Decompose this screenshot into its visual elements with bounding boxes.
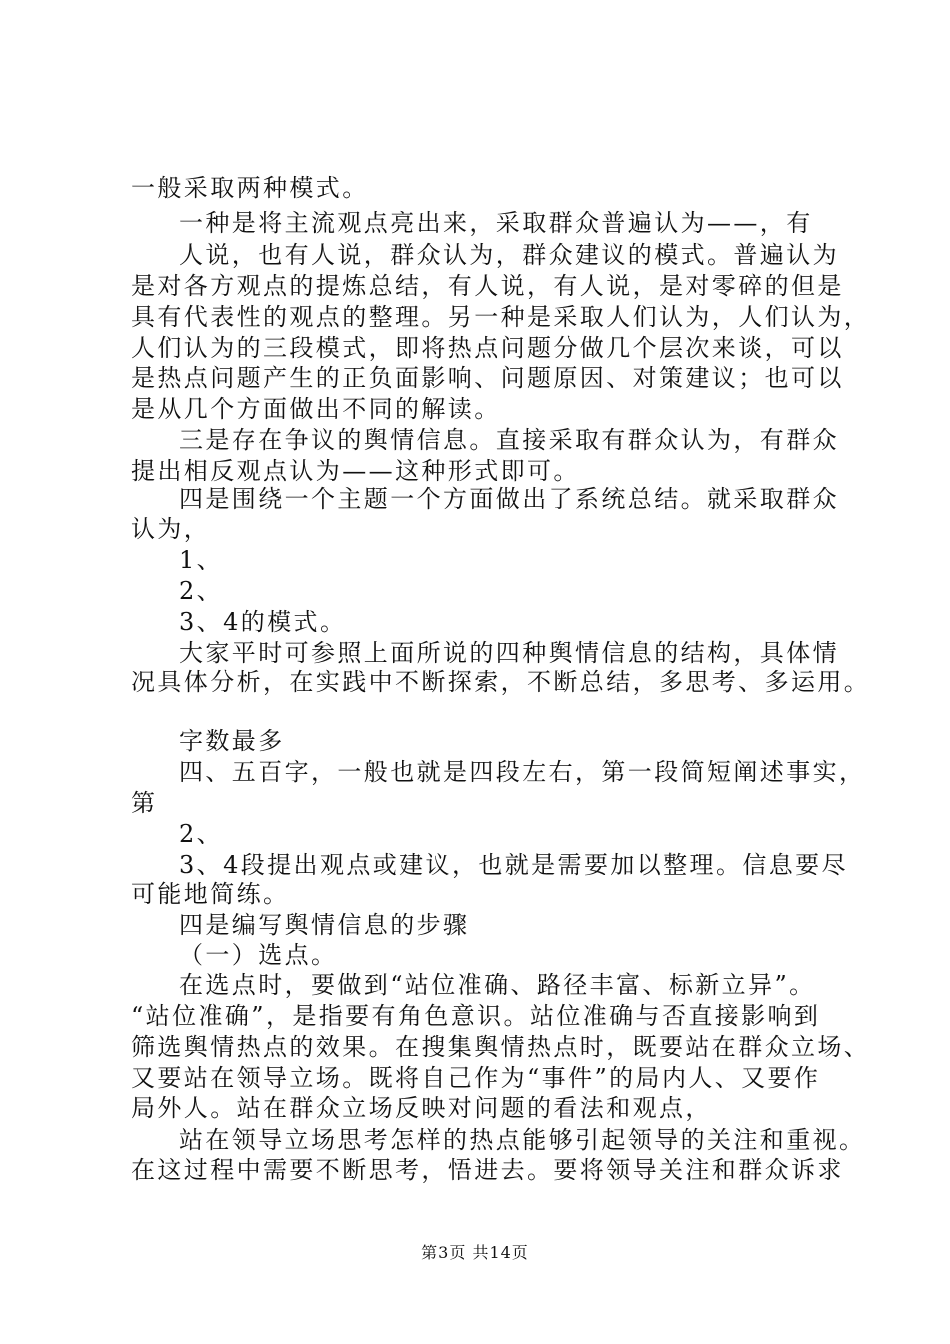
text-line: 站在领导立场思考怎样的热点能够引起领导的关注和重视。 bbox=[179, 1126, 866, 1154]
text-line: 可能地简练。 bbox=[131, 880, 290, 908]
text-line: 局外人。站在群众立场反映对问题的看法和观点， bbox=[131, 1094, 712, 1122]
text-line: 是热点问题产生的正负面影响、问题原因、对策建议；也可以 bbox=[131, 364, 844, 392]
text-line: 2、 bbox=[179, 577, 224, 605]
text-line: 三是存在争议的舆情信息。直接采取有群众认为，有群众 bbox=[179, 426, 839, 454]
text-line: 1、 bbox=[179, 546, 224, 574]
text-line: 人说，也有人说，群众认为，群众建议的模式。普遍认为 bbox=[179, 241, 839, 269]
text-line: 认为， bbox=[131, 515, 211, 543]
text-line: 在选点时，要做到“站位准确、路径丰富、标新立异”。 bbox=[179, 971, 816, 999]
text-line: 是从几个方面做出不同的解读。 bbox=[131, 395, 501, 423]
text-line: 一种是将主流观点亮出来，采取群众普遍认为——，有 bbox=[179, 209, 813, 237]
text-line: 提出相反观点认为——这种形式即可。 bbox=[131, 457, 580, 485]
text-line: 在这过程中需要不断思考，悟进去。要将领导关注和群众诉求 bbox=[131, 1156, 844, 1184]
text-line: 大家平时可参照上面所说的四种舆情信息的结构，具体情 bbox=[179, 639, 839, 667]
section-heading: 四是编写舆情信息的步骤 bbox=[179, 911, 470, 939]
text-line: 3、4的模式。 bbox=[179, 608, 347, 636]
text-line: 具有代表性的观点的整理。另一种是采取人们认为，人们认为， bbox=[131, 303, 871, 331]
text-line: 筛选舆情热点的效果。在搜集舆情热点时，既要站在群众立场、 bbox=[131, 1033, 871, 1061]
subsection-heading: （一）选点。 bbox=[179, 941, 338, 969]
text-line: 四、五百字，一般也就是四段左右，第一段简短阐述事实， bbox=[179, 758, 866, 786]
text-line: 3、4段提出观点或建议，也就是需要加以整理。信息要尽 bbox=[179, 851, 848, 879]
text-line: 第 bbox=[131, 789, 158, 817]
text-line: 四是围绕一个主题一个方面做出了系统总结。就采取群众 bbox=[179, 485, 839, 513]
text-line: 一般采取两种模式。 bbox=[131, 174, 369, 202]
text-line: 是对各方观点的提炼总结，有人说，有人说，是对零碎的但是 bbox=[131, 272, 844, 300]
text-line: 字数最多 bbox=[179, 727, 285, 755]
text-line: 又要站在领导立场。既将自己作为“事件”的局内人、又要作 bbox=[131, 1064, 821, 1092]
page-footer: 第3页 共14页 bbox=[421, 1243, 529, 1262]
text-line: “站位准确”，是指要有角色意识。站位准确与否直接影响到 bbox=[131, 1002, 821, 1030]
text-line: 况具体分析，在实践中不断探索，不断总结，多思考、多运用。 bbox=[131, 668, 871, 696]
text-line: 人们认为的三段模式，即将热点问题分做几个层次来谈，可以 bbox=[131, 334, 844, 362]
text-line: 2、 bbox=[179, 820, 224, 848]
